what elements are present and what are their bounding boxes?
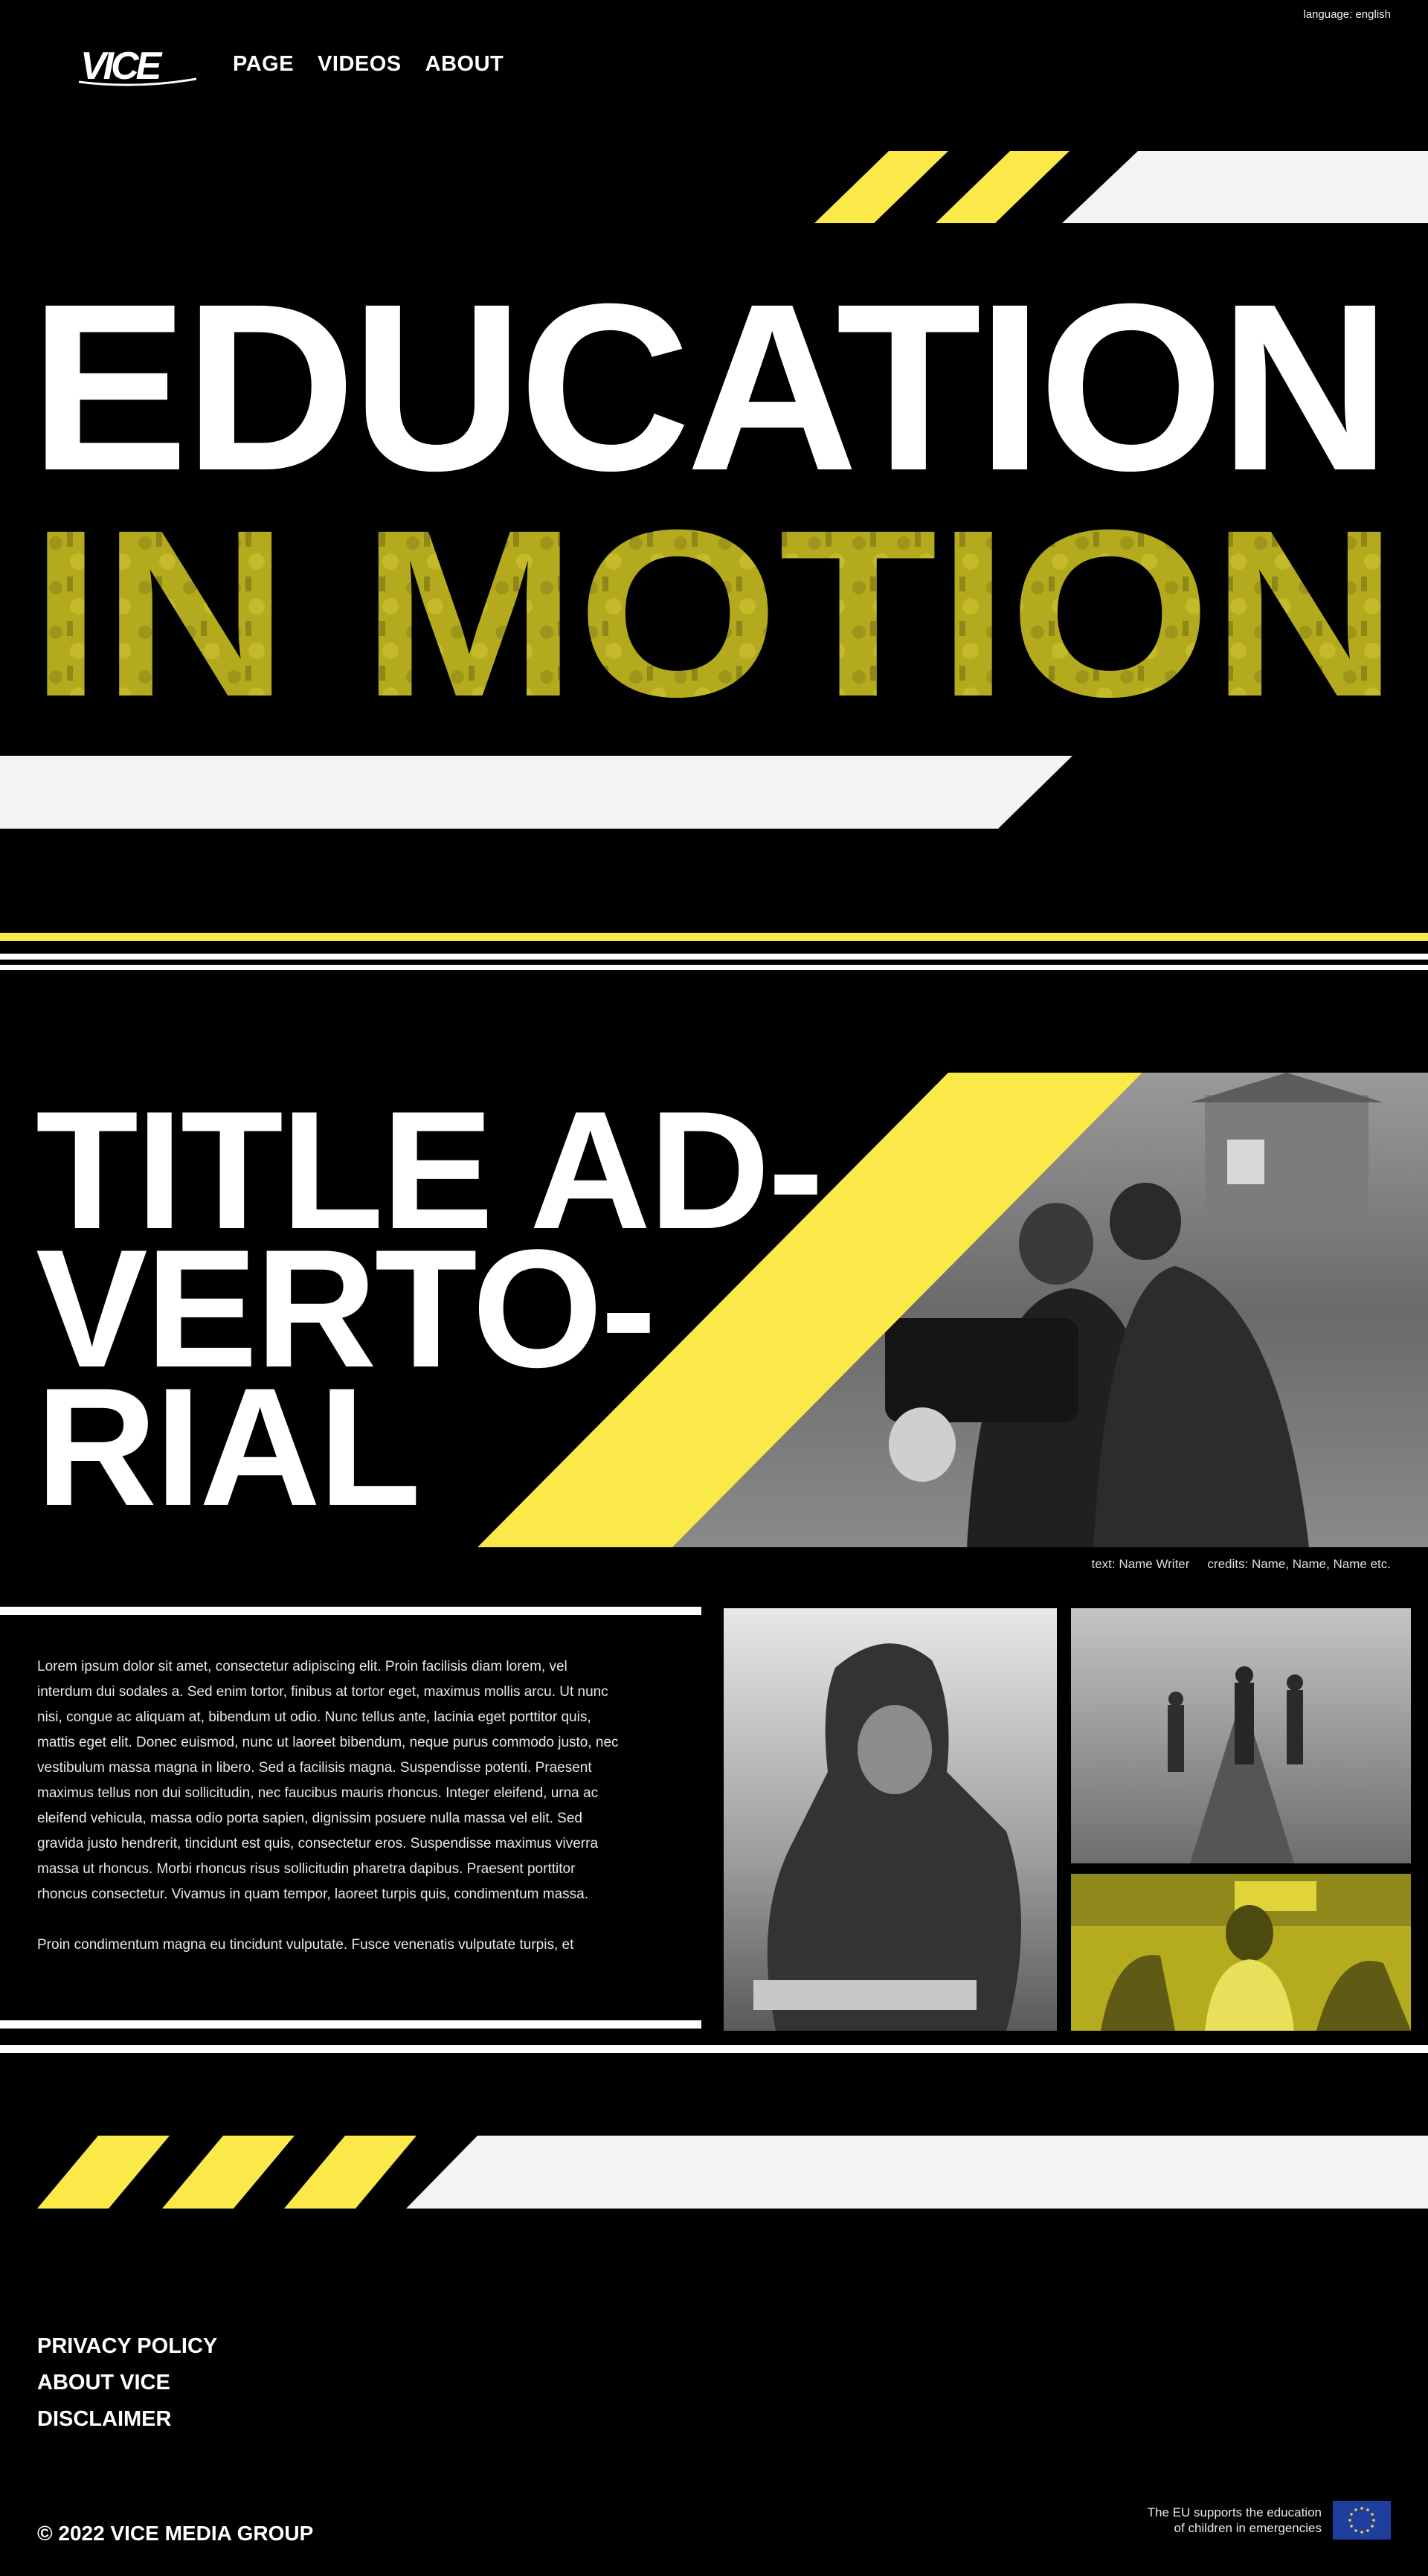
hero-top-stripes xyxy=(0,149,1428,227)
credit-names: credits: Name, Name, Name etc. xyxy=(1207,1557,1391,1571)
advertorial-title-line3: RIAL xyxy=(36,1352,419,1541)
advertorial-title-line2: VERTO- xyxy=(36,1214,654,1402)
nav-videos[interactable]: VIDEOS xyxy=(318,52,402,76)
eu-support-text xyxy=(1148,2505,1322,2536)
credit-writer: text: Name Writer xyxy=(1091,1557,1190,1571)
article-body xyxy=(37,1654,625,1983)
main-nav xyxy=(233,52,504,77)
advertorial-title-line1: TITLE AD- xyxy=(36,1076,822,1264)
eu-support-line2: of children in emergencies xyxy=(1174,2521,1322,2535)
article-paragraph-1: Lorem ipsum dolor sit amet, consectetur adipiscing elit. Proin facilisis diam lorem, vel interdum dui sodales a. Sed enim tortor, finibus at tortor eget, maximus mollis arcu. Ut nunc nisi, congue ac aliquam at, bibendum ut odio. Nunc tellus ante, lacinia eget porttitor quis, mattis eget elit. Donec euismod, nunc ut laoreet bibendum, neque purus commodo justo, nec vestibulum massa magna in libero. Sed a facilisis magna. Suspendisse potenti. Praesent maximus tellus non dui sollicitudin, nec faucibus mauris rhoncus. Integer eleifend, urna ac eleifend vehicula, massa odio porta sapien, dignissim posuere nulla massa vel elit. Sed gravida justo hendrerit, tincidunt est quis, consectetur eros. Suspendisse maximus viverra massa ut rhoncus. Morbi rhoncus risus sollicitudin pharetra dapibus. Praesent porttitor rhoncus consectetur. Vivamus in quam tempor, laoreet turpis quis, condimentum massa. xyxy=(37,1659,619,1902)
article-paragraph-2: Proin condimentum magna eu tincidunt vulputate. Fusce venenatis vulputate turpis, et xyxy=(37,1937,574,1953)
eu-flag-icon xyxy=(1333,2501,1391,2540)
hero-title-line2: IN MOTION xyxy=(30,484,1398,707)
divider-white-3 xyxy=(0,2045,1428,2053)
footer-disclaimer[interactable]: DISCLAIMER xyxy=(37,2407,172,2431)
divider-white-2 xyxy=(0,965,1428,970)
nav-page[interactable]: PAGE xyxy=(233,52,295,76)
logo-text: VICE xyxy=(80,45,159,86)
article-bottom-rule xyxy=(0,2020,701,2029)
divider-yellow xyxy=(0,933,1428,941)
gallery-photo-crew-fog[interactable] xyxy=(1071,1608,1411,1863)
article-top-rule xyxy=(0,1607,701,1615)
vice-logo[interactable] xyxy=(77,45,200,86)
gallery-photo-protest[interactable] xyxy=(1071,1874,1411,2031)
footer-privacy-policy[interactable]: PRIVACY POLICY xyxy=(37,2334,218,2358)
hero-title-line2-graphic xyxy=(0,484,1428,707)
advertorial-title xyxy=(36,1076,822,1541)
eu-support-line1: The EU supports the education xyxy=(1147,2505,1322,2519)
image-credits xyxy=(1091,1557,1391,1572)
footer-stripes xyxy=(0,2136,1428,2210)
footer-links xyxy=(37,2336,217,2430)
nav-about[interactable]: ABOUT xyxy=(425,52,504,76)
copyright: © 2022 VICE MEDIA GROUP xyxy=(37,2522,314,2545)
hero-title-line1: EDUCATION xyxy=(30,254,1387,520)
footer-about-vice[interactable]: ABOUT VICE xyxy=(37,2371,170,2394)
divider-white-1 xyxy=(0,954,1428,960)
hero-bottom-stripe xyxy=(0,756,1428,830)
gallery-photo-girl-writing[interactable] xyxy=(724,1608,1057,2031)
language-selector[interactable]: language: english xyxy=(1303,8,1391,21)
